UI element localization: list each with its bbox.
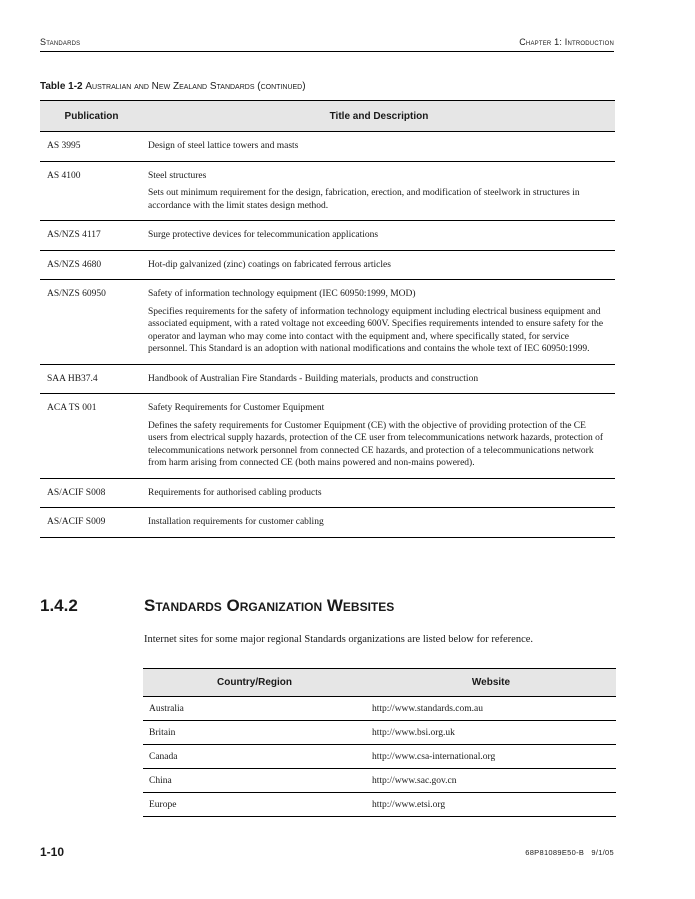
table-row (143, 793, 616, 817)
table-row (40, 508, 615, 538)
standard-description: Specifies requirements for the safety of information technology equipment including electrical business equipment and associated equipment, with a rated voltage not exceeding 600V. Specifies requirements intended to ensure safety for the operator and layman who may come into contact with the equipment and, where specifically stated, for service personnel. This Standard is an adoption with national modifications and contains the whole text of IEC 60950:1999. (148, 306, 604, 354)
standard-title: Installation requirements for customer cabling (148, 517, 324, 527)
country-cell: Canada (143, 745, 366, 769)
publication-cell: AS/ACIF S008 (40, 478, 143, 508)
standard-title: Surge protective devices for telecommunication applications (148, 230, 379, 240)
publication-cell: ACA TS 001 (40, 394, 143, 479)
col-website: Website (366, 669, 616, 697)
table-title: Australian and New Zealand Standards (continued) (85, 81, 306, 92)
table-row (143, 745, 616, 769)
standard-description: Sets out minimum requirement for the design, fabrication, erection, and modification of steelwork in structures in accordance with the limit states design method. (148, 188, 580, 211)
publication-cell: AS/NZS 60950 (40, 280, 143, 365)
standard-title: Steel structures (148, 170, 207, 181)
table-row (40, 161, 615, 221)
table-row (143, 697, 616, 721)
running-header-right: Chapter 1: Introduction (519, 37, 614, 47)
standards-table (40, 100, 615, 538)
col-title-description: Title and Description (143, 101, 615, 132)
title-description-cell (143, 394, 615, 479)
website-link[interactable]: http://www.bsi.org.uk (366, 721, 616, 745)
publication-cell: AS/NZS 4117 (40, 221, 143, 251)
document-id: 68P81089E50-B (525, 848, 585, 857)
publication-cell: AS 4100 (40, 161, 143, 221)
websites-table-header (143, 669, 616, 697)
header-rule (40, 51, 614, 52)
standard-description: Defines the safety requirements for Customer Equipment (CE) with the objective of providing protection of the CE users from electrical supply hazards, protection of the CE user from telecommunications network hazards, protection of telecommunications network personnel from connected CE hazards, and protection of a telecommunications network from harm arising from connected CE (both mains powered and non-mains powered). (148, 420, 604, 468)
country-cell: China (143, 769, 366, 793)
publication-cell: AS/NZS 4680 (40, 250, 143, 280)
standards-table-body (40, 132, 615, 538)
table-row (40, 478, 615, 508)
col-publication: Publication (40, 101, 143, 132)
standard-title: Requirements for authorised cabling products (148, 487, 322, 498)
table-row (40, 250, 615, 280)
page-number: 1-10 (40, 845, 65, 859)
website-link[interactable]: http://www.standards.com.au (366, 697, 616, 721)
standard-title: Design of steel lattice towers and masts (148, 141, 299, 151)
table-row (40, 221, 615, 251)
section-number: 1.4.2 (40, 596, 78, 615)
section-title: Standards Organization Websites (144, 596, 395, 615)
title-description-cell (143, 508, 615, 538)
publication-cell: AS 3995 (40, 132, 143, 162)
website-link[interactable]: http://www.etsi.org (366, 793, 616, 817)
title-description-cell (143, 478, 615, 508)
standards-table-header (40, 101, 615, 132)
standard-title: Hot-dip galvanized (zinc) coatings on fabricated ferrous articles (148, 259, 391, 270)
websites-table (143, 668, 616, 817)
running-header-left: Standards (40, 37, 81, 47)
table-caption (40, 81, 306, 92)
document-date: 9/1/05 (591, 848, 614, 857)
table-row (40, 132, 615, 162)
country-cell: Britain (143, 721, 366, 745)
table-number: Table 1-2 (40, 81, 83, 92)
standard-title: Safety Requirements for Customer Equipment (148, 403, 325, 413)
website-link[interactable]: http://www.sac.gov.cn (366, 769, 616, 793)
publication-cell: SAA HB37.4 (40, 364, 143, 394)
table-row (143, 721, 616, 745)
websites-table-body (143, 697, 616, 817)
title-description-cell (143, 132, 615, 162)
title-description-cell (143, 364, 615, 394)
table-row (40, 364, 615, 394)
document-footer (525, 848, 614, 857)
table-row (143, 769, 616, 793)
standard-title: Safety of information technology equipment (IEC 60950:1999, MOD) (148, 289, 416, 299)
standard-title: Handbook of Australian Fire Standards - Building materials, products and construction (148, 373, 479, 384)
table-row (40, 280, 615, 365)
col-country-region: Country/Region (143, 669, 366, 697)
title-description-cell (143, 161, 615, 221)
publication-cell: AS/ACIF S009 (40, 508, 143, 538)
website-link[interactable]: http://www.csa-international.org (366, 745, 616, 769)
country-cell: Europe (143, 793, 366, 817)
title-description-cell (143, 221, 615, 251)
section-intro: Internet sites for some major regional Standards organizations are listed below for reference. (144, 634, 534, 645)
country-cell: Australia (143, 697, 366, 721)
title-description-cell (143, 280, 615, 365)
table-row (40, 394, 615, 479)
title-description-cell (143, 250, 615, 280)
